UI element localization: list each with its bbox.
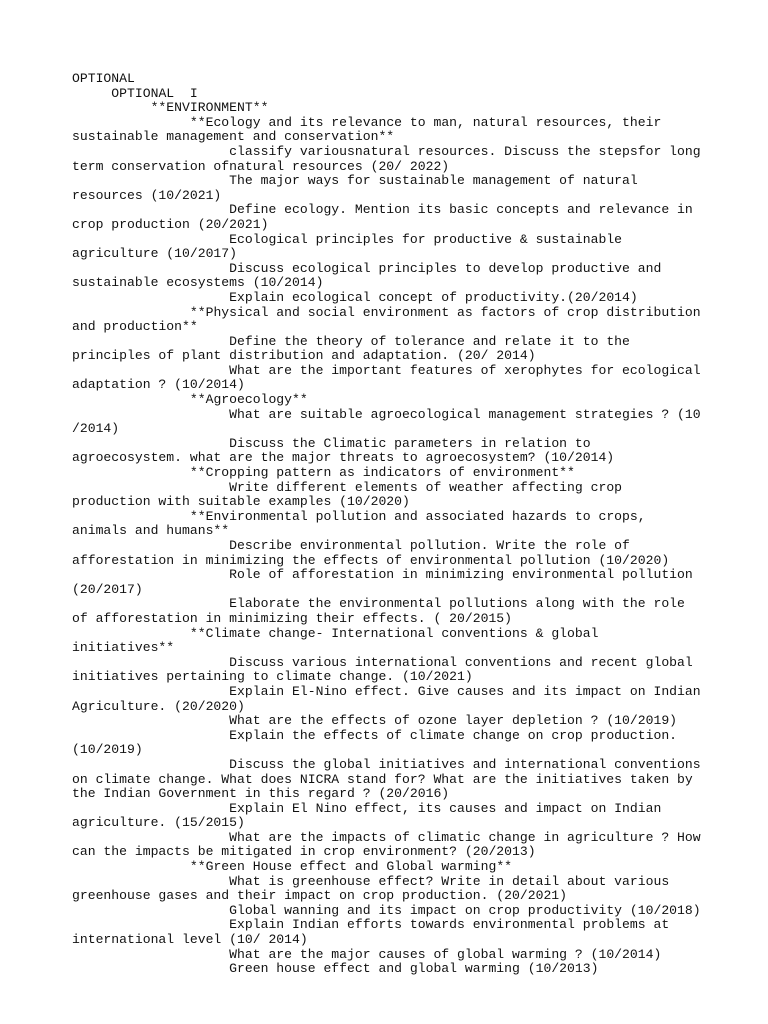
- question-line: Define the theory of tolerance and relate it to the principles of plant distribution and adaptation. (20/ 2014): [72, 333, 638, 364]
- section-heading: **ENVIRONMENT**: [72, 100, 269, 116]
- topic-heading: **Physical and social environment as factors of crop distribution and production**: [72, 304, 709, 335]
- question-line: Ecological principles for productive & sustainable agriculture (10/2017): [72, 231, 630, 262]
- question-line: Global wanning and its impact on crop productivity (10/2018): [72, 902, 701, 918]
- doc-line: OPTIONAL: [72, 71, 135, 86]
- question-line: What is greenhouse effect? Write in detail about various greenhouse gases and their impact on crop production. (20/2021): [72, 873, 678, 904]
- question-line: Explain Indian efforts towards environmental problems at international level (10/ 2014): [72, 917, 678, 948]
- question-line: The major ways for sustainable management of natural resources (10/2021): [72, 173, 646, 203]
- question-line: Discuss the Climatic parameters in relation to agroecosystem. what are the major threats to agroecosystem? (10/2014): [72, 435, 615, 466]
- question-line: Write different elements of weather affecting crop production with suitable examples (10/2020): [72, 479, 630, 510]
- question-line: Green house effect and global warming (10/2013): [72, 961, 599, 977]
- topic-heading: **Climate change- International conventions & global initiatives**: [72, 625, 607, 656]
- question-line: Describe environmental pollution. Write the role of afforestation in minimizing the effects of environmental pollution (10/2020): [72, 538, 670, 568]
- topic-heading: **Green House effect and Global warming**: [72, 859, 513, 875]
- document-body: [72, 71, 709, 977]
- question-line: Explain ecological concept of productivity.(20/2014): [72, 289, 638, 305]
- question-line: What are the important features of xerophytes for ecological adaptation ? (10/2014): [72, 362, 709, 393]
- question-line: Discuss various international conventions and recent global initiatives pertaining to climate change. (10/2021): [72, 654, 701, 685]
- topic-heading: **Ecology and its relevance to man, natural resources, their sustainable management and conservation**: [72, 114, 670, 145]
- question-line: Discuss ecological principles to develop productive and sustainable ecosystems (10/2014): [72, 260, 670, 291]
- question-line: Discuss the global initiatives and international conventions on climate change. What does NICRA stand for? What are the initiatives taken by the Indian Government in this regard ? (20/2016): [72, 756, 709, 802]
- question-line: Elaborate the environmental pollutions along with the role of afforestation in minimizing their effects. ( 20/2015): [72, 596, 693, 626]
- question-line: What are the major causes of global warming ? (10/2014): [72, 946, 662, 962]
- question-line: Explain El-Nino effect. Give causes and its impact on Indian Agriculture. (20/2020): [72, 683, 709, 714]
- topic-heading: **Cropping pattern as indicators of environment**: [72, 465, 575, 481]
- topic-heading: **Environmental pollution and associated hazards to crops, animals and humans**: [72, 508, 654, 539]
- question-line: Explain the effects of climate change on crop production. (10/2019): [72, 727, 685, 758]
- question-line: classify variousnatural resources. Discuss the stepsfor long term conservation ofnatural resources (20/ 2022): [72, 143, 709, 174]
- question-line: What are the impacts of climatic change in agriculture ? How can the impacts be mitigated in crop environment? (20/2013): [72, 829, 709, 860]
- question-line: What are suitable agroecological management strategies ? (10 /2014): [72, 406, 709, 437]
- question-line: Explain El Nino effect, its causes and impact on Indian agriculture. (15/2015): [72, 800, 670, 831]
- topic-heading: **Agroecology**: [72, 392, 308, 408]
- question-line: What are the effects of ozone layer depletion ? (10/2019): [72, 713, 678, 729]
- question-line: Role of afforestation in minimizing environmental pollution (20/2017): [72, 567, 701, 597]
- question-line: Define ecology. Mention its basic concepts and relevance in crop production (20/2021): [72, 202, 701, 232]
- doc-line: OPTIONAL I: [72, 85, 198, 101]
